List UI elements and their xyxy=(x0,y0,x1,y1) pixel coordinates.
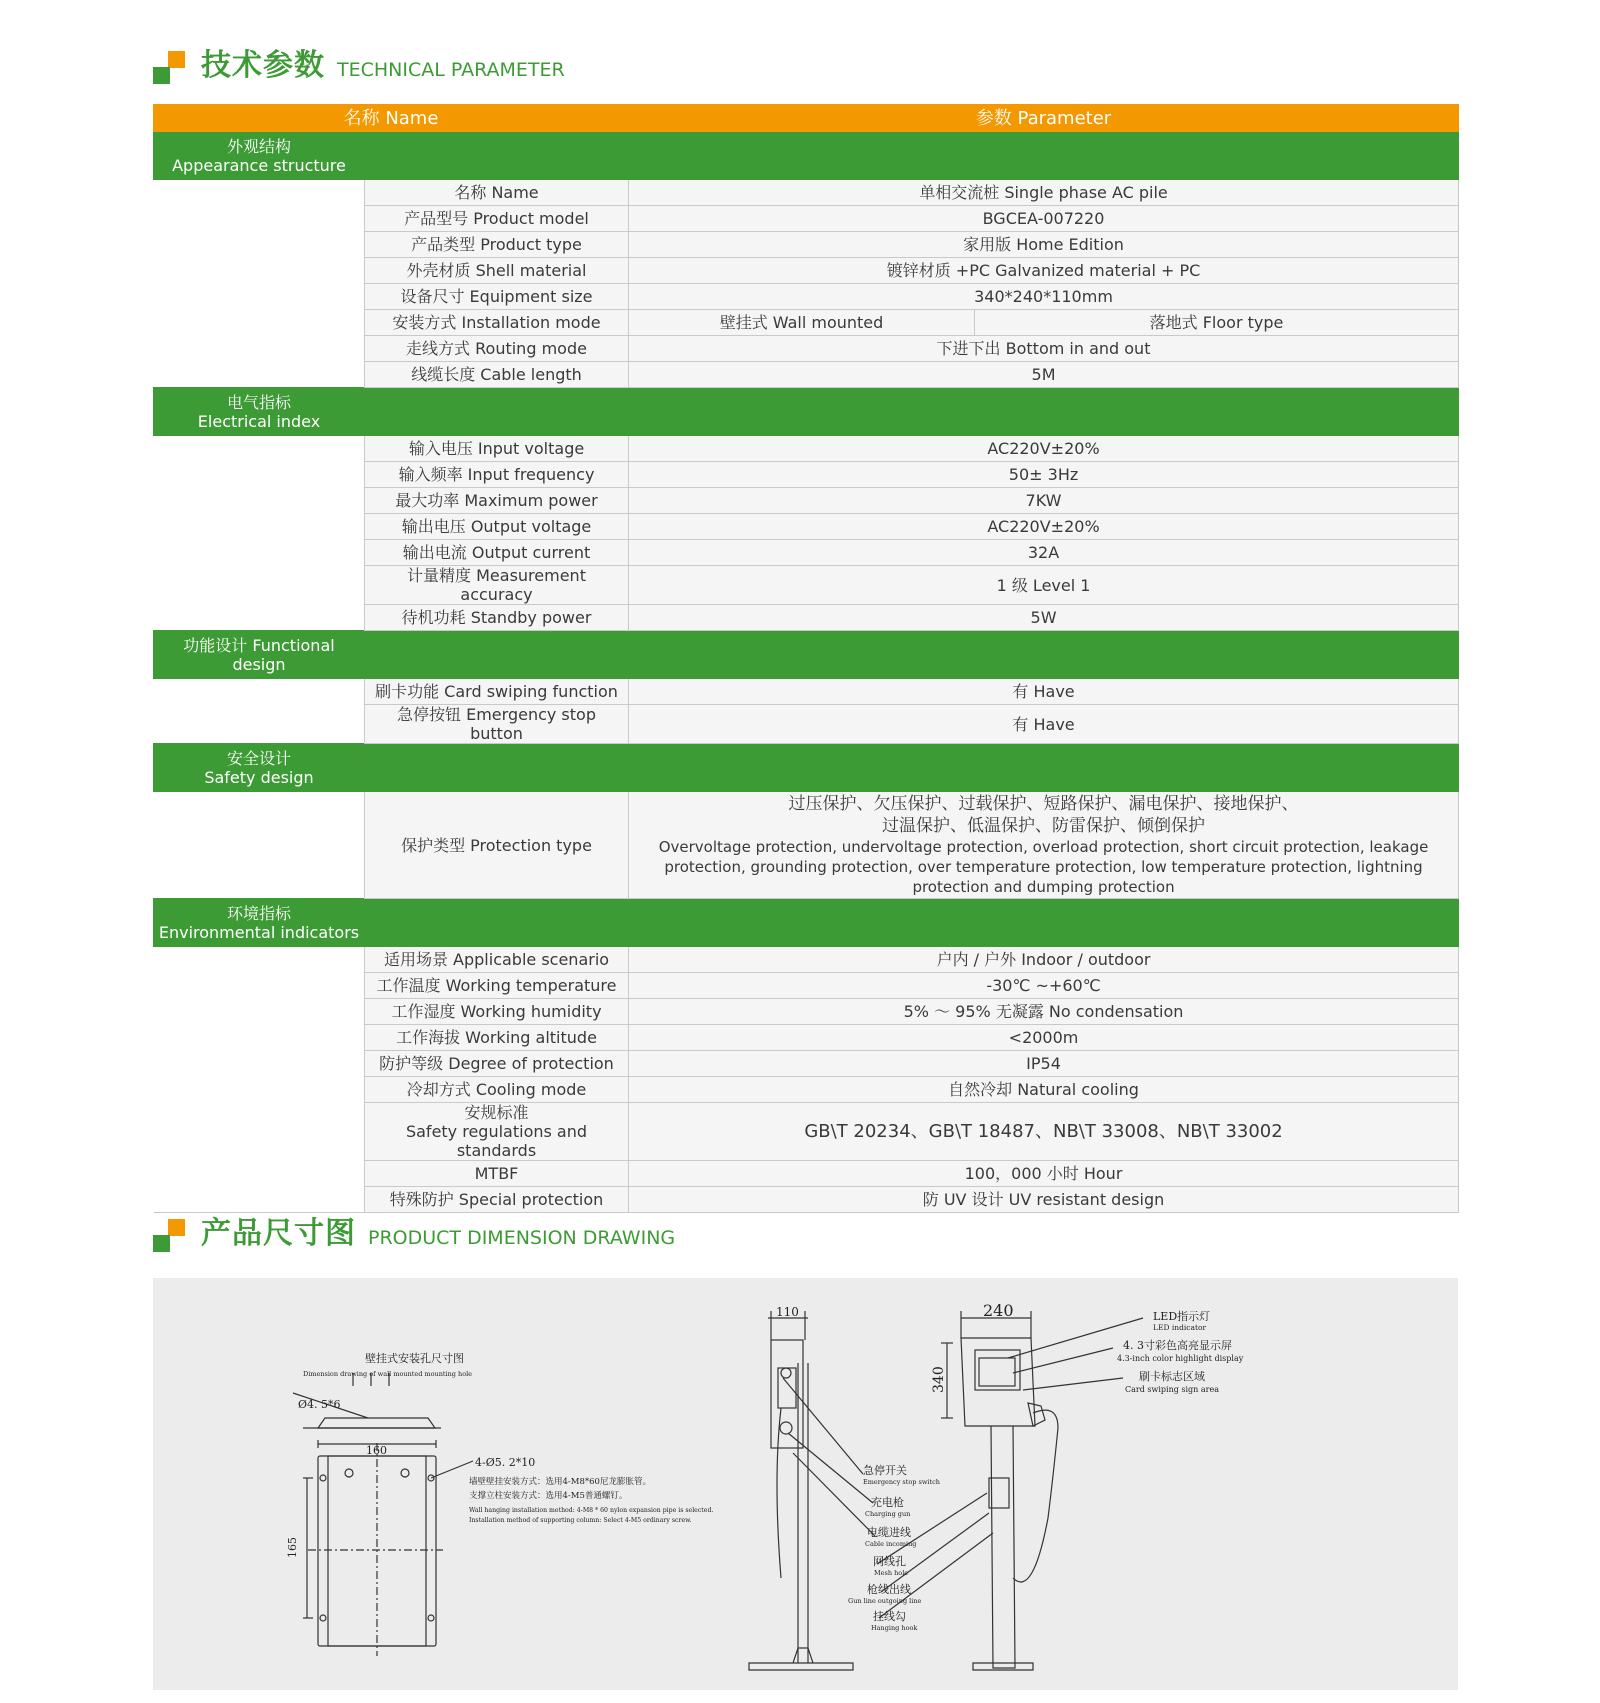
row-value: 户内 / 户外 Indoor / outdoor xyxy=(629,947,1459,973)
row-value: 100，000 小时 Hour xyxy=(629,1161,1459,1187)
callout-cn: 枪线出线 xyxy=(867,1583,911,1596)
row-value: 自然冷却 Natural cooling xyxy=(629,1077,1459,1103)
row-name: 工作湿度 Working humidity xyxy=(365,999,629,1025)
row-value: AC220V±20% xyxy=(629,514,1459,540)
row-name: 最大功率 Maximum power xyxy=(365,488,629,514)
row-value-wall: 壁挂式 Wall mounted xyxy=(629,310,975,336)
category-title: 电气指标 Electrical index xyxy=(154,388,365,436)
section-title-en: TECHNICAL PARAMETER xyxy=(337,59,565,81)
section-dimension-drawing-heading xyxy=(153,1216,675,1252)
callout-en: Emergency stop switch xyxy=(863,1478,940,1486)
row-name: 特殊防护 Special protection xyxy=(365,1187,629,1213)
note-cn-2: 支撑立柱安装方式：选用4-M5普通螺钉。 xyxy=(469,1491,628,1501)
row-name: 外壳材质 Shell material xyxy=(365,258,629,284)
row-value-floor: 落地式 Floor type xyxy=(975,310,1459,336)
category-title: 功能设计 Functional design xyxy=(154,631,365,679)
header-parameter: 参数 Parameter xyxy=(629,105,1459,132)
row-name: 输入频率 Input frequency xyxy=(365,462,629,488)
brand-squares-icon xyxy=(153,51,185,84)
row-value-protection: 过压保护、欠压保护、过载保护、短路保护、漏电保护、接地保护、 过温保护、低温保护、防雷保护、倾倒保护 Overvoltage protection, undervoltage protection, overload protection, short circuit protection, leakage protection, grounding protection, over temperature protection, low temperature protection, lightning protection and dumping protection xyxy=(629,792,1459,899)
dimension-drawing-panel xyxy=(153,1278,1458,1690)
row-name: 输出电流 Output current xyxy=(365,540,629,566)
front-height-label: 340 xyxy=(931,1366,947,1393)
callout-cn: 急停开关 xyxy=(863,1464,907,1477)
section-title-cn: 技术参数 xyxy=(201,48,325,83)
callout-cn: 刷卡标志区域 xyxy=(1139,1370,1205,1383)
row-name: 安装方式 Installation mode xyxy=(365,310,629,336)
row-value: 7KW xyxy=(629,488,1459,514)
row-name: 线缆长度 Cable length xyxy=(365,362,629,388)
row-value: 1 级 Level 1 xyxy=(629,566,1459,605)
row-value: 镀锌材质 +PC Galvanized material + PC xyxy=(629,258,1459,284)
brand-squares-icon xyxy=(153,1219,185,1252)
screw-label: 4-Ø5. 2*10 xyxy=(475,1456,536,1469)
row-value: BGCEA-007220 xyxy=(629,206,1459,232)
callout-cn: 4. 3寸彩色高亮显示屏 xyxy=(1123,1339,1232,1352)
front-view-body xyxy=(961,1338,1035,1426)
row-value: 下进下出 Bottom in and out xyxy=(629,336,1459,362)
callout-en: Cable incoming xyxy=(865,1540,917,1548)
row-value: 有 Have xyxy=(629,679,1459,705)
row-value: IP54 xyxy=(629,1051,1459,1077)
row-name: 急停按钮 Emergency stop button xyxy=(365,705,629,744)
hole-label: Ø4. 5*6 xyxy=(298,1398,341,1411)
callout-en: 4.3-inch color highlight display xyxy=(1117,1354,1244,1363)
callout-en: Card swiping sign area xyxy=(1125,1385,1219,1394)
row-name: 待机功耗 Standby power xyxy=(365,605,629,631)
section-title-cn: 产品尺寸图 xyxy=(201,1216,356,1251)
row-name: 刷卡功能 Card swiping function xyxy=(365,679,629,705)
callout-en: Mesh hole xyxy=(874,1569,909,1577)
front-width-label: 240 xyxy=(983,1301,1014,1320)
row-name: 产品类型 Product type xyxy=(365,232,629,258)
category-row xyxy=(154,744,1459,792)
depth-label: 110 xyxy=(776,1305,799,1319)
wall-title-en: Dimension drawing of wall mounted mounting hole xyxy=(303,1370,473,1378)
callout-en: Hanging hook xyxy=(871,1624,918,1632)
callout-cn: 挂线勾 xyxy=(873,1610,906,1623)
note-cn-1: 墙壁壁挂安装方式：选用4-M8*60尼龙膨胀管。 xyxy=(469,1477,651,1487)
category-row xyxy=(154,899,1459,947)
mount-plate-top xyxy=(318,1418,435,1428)
row-value: <2000m xyxy=(629,1025,1459,1051)
row-value: 有 Have xyxy=(629,705,1459,744)
callout-en: Gun line outgoing line xyxy=(848,1597,922,1605)
category-title: 环境指标 Environmental indicators xyxy=(154,899,365,947)
row-name: 计量精度 Measurement accuracy xyxy=(365,566,629,605)
callouts-right xyxy=(1117,1309,1244,1394)
row-value: 50± 3Hz xyxy=(629,462,1459,488)
section-title-en: PRODUCT DIMENSION DRAWING xyxy=(368,1227,676,1249)
callout-cn: 充电枪 xyxy=(871,1496,904,1509)
row-name: MTBF xyxy=(365,1161,629,1187)
dimension-drawing-svg xyxy=(153,1278,1458,1690)
category-row xyxy=(154,132,1459,180)
table-row xyxy=(154,947,1459,973)
row-name: 适用场景 Applicable scenario xyxy=(365,947,629,973)
callout-en: Charging gun xyxy=(865,1510,911,1518)
category-row xyxy=(154,388,1459,436)
row-value: 5M xyxy=(629,362,1459,388)
callout-cn: LED指示灯 xyxy=(1153,1310,1211,1323)
row-name: 设备尺寸 Equipment size xyxy=(365,284,629,310)
table-header-row xyxy=(154,105,1459,132)
table-row xyxy=(154,792,1459,899)
row-name: 输出电压 Output voltage xyxy=(365,514,629,540)
table-row xyxy=(154,679,1459,705)
row-name: 工作海拔 Working altitude xyxy=(365,1025,629,1051)
callout-cn: 网线孔 xyxy=(873,1555,906,1568)
technical-parameter-table xyxy=(153,104,1459,1213)
row-value: GB\T 20234、GB\T 18487、NB\T 33008、NB\T 33002 xyxy=(629,1103,1459,1161)
row-name: 防护等级 Degree of protection xyxy=(365,1051,629,1077)
width-label: 160 xyxy=(366,1444,387,1457)
row-name: 产品型号 Product model xyxy=(365,206,629,232)
header-name: 名称 Name xyxy=(154,105,629,132)
row-name: 安规标准 Safety regulations and standards xyxy=(365,1103,629,1161)
row-value: -30℃ ~+60℃ xyxy=(629,973,1459,999)
row-name: 输入电压 Input voltage xyxy=(365,436,629,462)
callout-en: LED indicator xyxy=(1153,1323,1207,1332)
row-value: AC220V±20% xyxy=(629,436,1459,462)
category-title: 外观结构 Appearance structure xyxy=(154,132,365,180)
row-name: 走线方式 Routing mode xyxy=(365,336,629,362)
row-name: 名称 Name xyxy=(365,180,629,206)
row-value: 340*240*110mm xyxy=(629,284,1459,310)
row-name: 保护类型 Protection type xyxy=(365,792,629,899)
row-value: 32A xyxy=(629,540,1459,566)
category-title: 安全设计 Safety design xyxy=(154,744,365,792)
row-name: 工作温度 Working temperature xyxy=(365,973,629,999)
row-value: 单相交流桩 Single phase AC pile xyxy=(629,180,1459,206)
row-value: 家用版 Home Edition xyxy=(629,232,1459,258)
note-en-1: Wall hanging installation method: 4-M8 * 60 nylon expansion pipe is selected. xyxy=(469,1507,714,1514)
row-value: 防 UV 设计 UV resistant design xyxy=(629,1187,1459,1213)
callout-cn: 电缆进线 xyxy=(867,1526,911,1539)
row-value: 5W xyxy=(629,605,1459,631)
height-label: 165 xyxy=(286,1537,299,1558)
row-value: 5% ～ 95% 无凝露 No condensation xyxy=(629,999,1459,1025)
row-name: 冷却方式 Cooling mode xyxy=(365,1077,629,1103)
section-technical-parameter-heading xyxy=(153,48,565,84)
category-row xyxy=(154,631,1459,679)
note-en-2: Installation method of supporting column: Select 4-M5 ordinary screw. xyxy=(469,1517,692,1524)
table-row xyxy=(154,436,1459,462)
wall-title-cn: 壁挂式安装孔尺寸图 xyxy=(365,1352,464,1365)
table-row xyxy=(154,180,1459,206)
